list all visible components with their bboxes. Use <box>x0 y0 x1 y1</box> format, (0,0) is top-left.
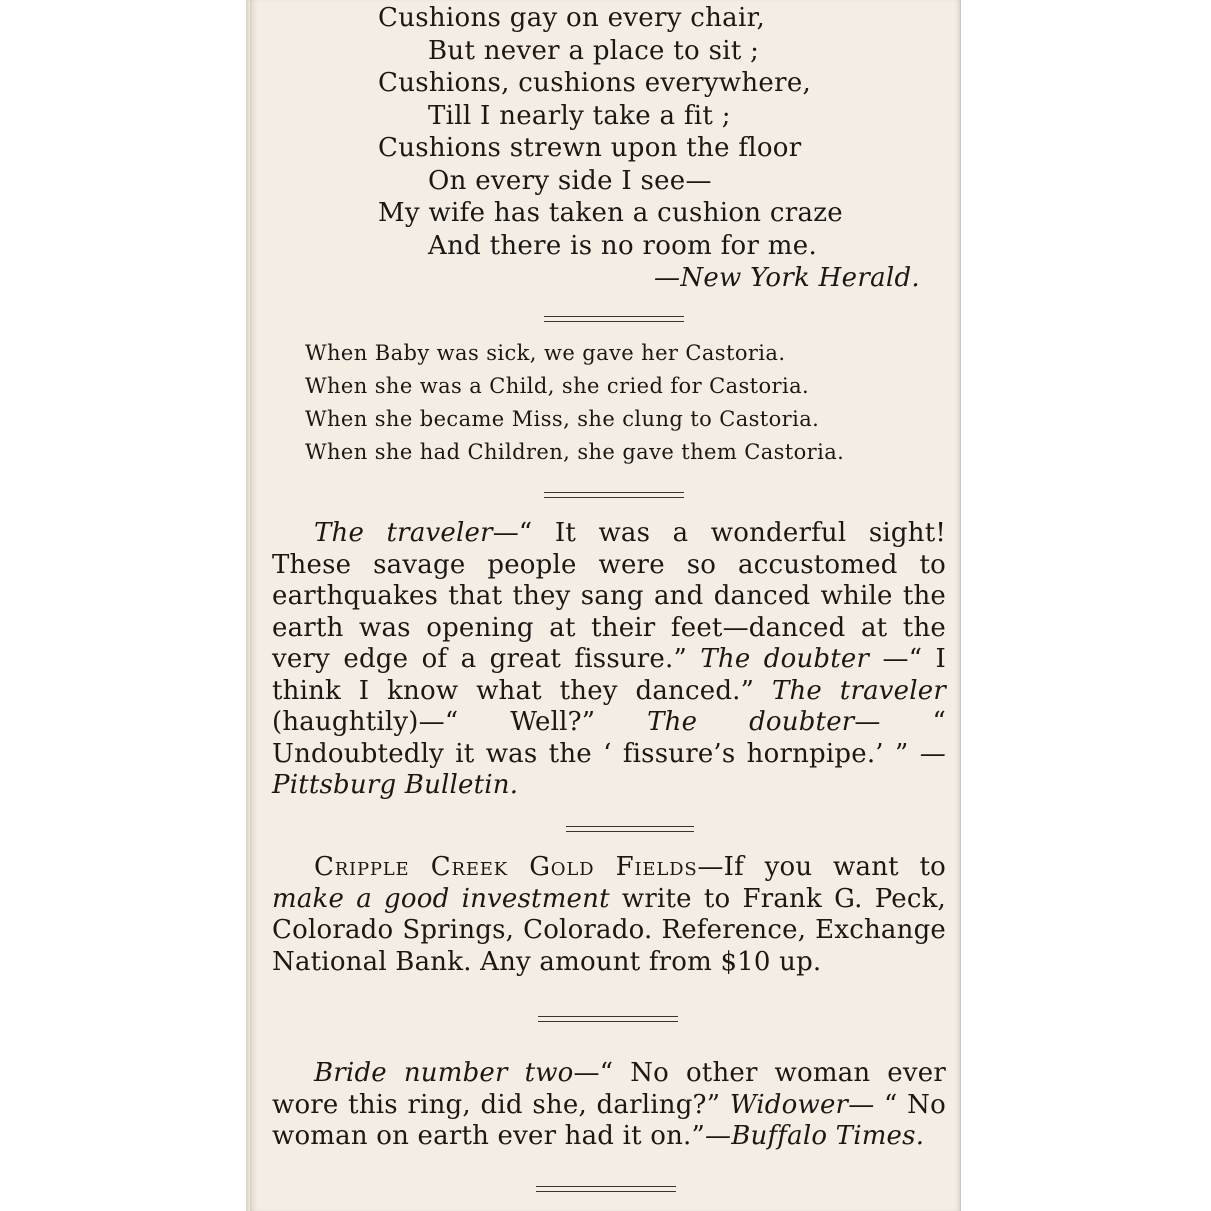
speaker-name: The traveler <box>314 518 493 548</box>
poem-line: Cushions strewn upon the floor <box>378 133 802 163</box>
quote-text: —“ No other woman ever wore this ring, did she, darling?” <box>272 1058 946 1120</box>
speaker-name: Widower <box>729 1089 849 1120</box>
newspaper-clipping <box>250 0 960 1211</box>
poem-line: Cushions, cushions everywhere, <box>378 68 812 98</box>
quote-text: (haughtily)—“ Well?” <box>272 707 648 737</box>
cripple-creek-advertisement <box>272 852 946 978</box>
castoria-line: When Baby was sick, we gave her Castoria. <box>305 341 786 365</box>
poem-line: On every side I see— <box>428 165 712 196</box>
section-divider <box>538 1016 678 1022</box>
traveler-anecdote <box>272 518 946 802</box>
poem-line: But never a place to sit ; <box>428 35 760 66</box>
bride-anecdote <box>272 1058 946 1153</box>
section-divider <box>544 316 684 322</box>
quote-text: — “ No woman on earth ever had it on.” <box>272 1089 946 1151</box>
ad-text: —If you want to <box>697 852 946 882</box>
speaker-name: The doubter <box>647 707 855 737</box>
castoria-line: When she had Children, she gave them Castoria. <box>305 440 845 464</box>
ad-heading: Cripple Creek Gold Fields <box>314 852 698 882</box>
poem-line: Till I nearly take a fit ; <box>428 100 731 131</box>
speaker-name: The traveler <box>771 675 946 706</box>
source-credit: —Buffalo Times. <box>705 1121 925 1151</box>
poem-line: Cushions gay on every chair, <box>378 3 766 33</box>
quote-text: — “ Undoubtedly it was the ‘ fissure’s hornpipe.’ ” <box>272 707 946 769</box>
quote-text: —“ I think I know what they danced.” <box>272 644 947 706</box>
ad-emphasis: make a good investment <box>272 883 610 914</box>
castoria-line: When she became Miss, she clung to Castoria. <box>305 407 820 431</box>
source-credit: —Pittsburg Bulletin. <box>272 738 946 800</box>
speaker-name: Bride number two <box>314 1058 574 1088</box>
ad-text: write to Frank G. Peck, Colorado Springs, Colorado. Reference, Exchange National Bank. Any amount from $10 up. <box>272 883 947 977</box>
section-divider <box>566 826 694 832</box>
castoria-line: When she was a Child, she cried for Castoria. <box>305 374 810 398</box>
poem-line: My wife has taken a cushion craze <box>378 198 843 228</box>
poem-credit: —New York Herald. <box>654 263 920 293</box>
speaker-name: The doubter <box>700 644 870 674</box>
cushion-poem <box>378 2 938 295</box>
quote-text: —“ It was a wonderful sight! These savage people were so accustomed to earthquakes that they sang and danced while the earth was opening at their feet—danced at the very edge of a great fissure.” <box>272 518 946 674</box>
castoria-advertisement <box>305 337 925 469</box>
section-divider <box>536 1186 676 1192</box>
poem-line: And there is no room for me. <box>428 230 818 261</box>
section-divider <box>544 492 684 498</box>
